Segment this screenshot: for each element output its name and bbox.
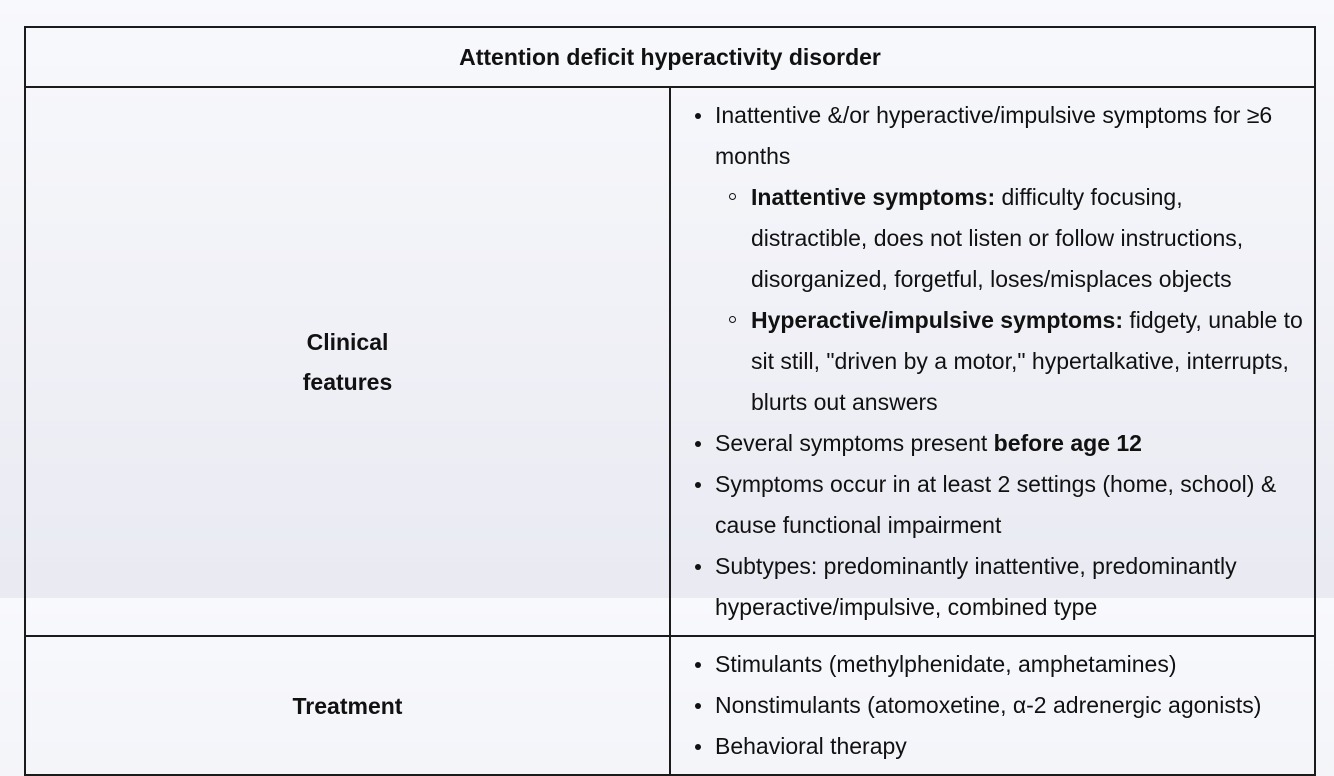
clinical-features-list [691, 95, 1304, 628]
treatment-list [691, 644, 1304, 767]
subtypes-text: Subtypes: predominantly inattentive, predominantly hyperactive/impulsive, combined type [715, 553, 1237, 620]
list-item [691, 95, 1304, 423]
hyperactive-text: fidgety, unable to sit still, "driven by a motor," hypertalkative, interrupts, blurts out answers [751, 307, 1303, 415]
table-title: Attention deficit hyperactivity disorder [25, 27, 1315, 87]
inattentive-text: difficulty focusing, distractible, does not listen or follow instructions, disorganized, forgetful, loses/misplaces objects [751, 184, 1244, 292]
onset-text: Several symptoms present [715, 430, 994, 456]
treatment-row [25, 636, 1315, 775]
onset-age: before age 12 [993, 430, 1142, 456]
list-item: Stimulants (methylphenidate, amphetamines) [691, 644, 1304, 685]
hyperactive-heading: Hyperactive/impulsive symptoms: [751, 307, 1123, 333]
clinical-label-line1: Clinical [306, 328, 389, 355]
list-item: Nonstimulants (atomoxetine, α-2 adrenergic agonists) [691, 685, 1304, 726]
list-item [691, 546, 1304, 628]
sub-list-item [715, 177, 1304, 300]
treatment-label: Treatment [25, 636, 670, 775]
clinical-features-row [25, 87, 1315, 636]
treatment-content [670, 636, 1315, 775]
list-item: Behavioral therapy [691, 726, 1304, 767]
symptom-duration-text: Inattentive &/or hyperactive/impulsive symptoms for ≥6 months [715, 102, 1273, 169]
adhd-table-container [24, 26, 1316, 776]
settings-text: Symptoms occur in at least 2 settings (home, school) & cause functional impairment [715, 471, 1277, 538]
list-item [691, 464, 1304, 546]
list-item [691, 423, 1304, 464]
clinical-features-label [25, 87, 670, 636]
title-row [25, 27, 1315, 87]
clinical-label-line2: features [302, 368, 393, 395]
inattentive-heading: Inattentive symptoms: [751, 184, 996, 210]
sub-list-item [715, 300, 1304, 423]
symptom-sublist [715, 177, 1304, 423]
clinical-features-content [670, 87, 1315, 636]
adhd-table [24, 26, 1316, 776]
